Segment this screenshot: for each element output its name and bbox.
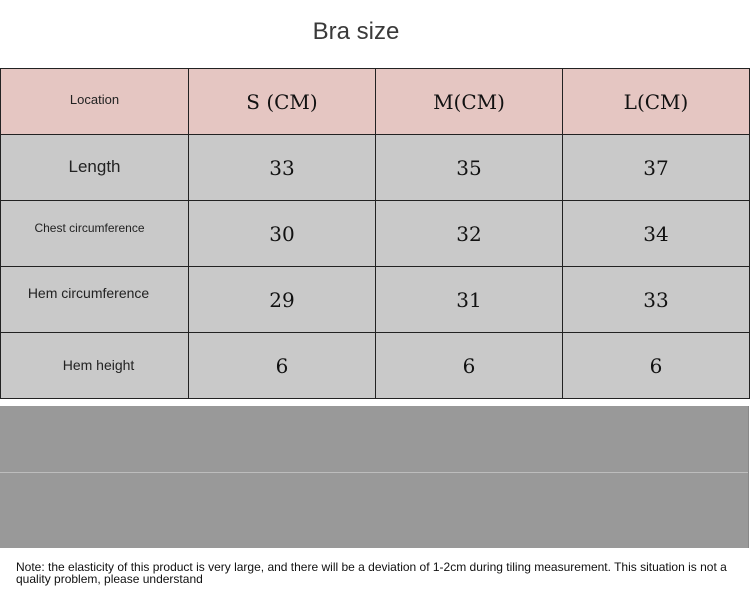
measurement-note: Note: the elasticity of this product is very large, and there will be a deviation of 1-2cm during tiling measurement. This situation is not a quality problem, please understand: [16, 560, 727, 586]
header-location-cell: [1, 69, 189, 135]
row-label-chest-circumference: Chest circumference: [34, 221, 145, 235]
value-length-l: 37: [643, 155, 669, 180]
value-length-s: 33: [269, 155, 295, 180]
row-label-cell: [1, 201, 189, 267]
header-size-l-cell: [563, 69, 750, 135]
grey-filler-block: [0, 406, 749, 548]
value-hem-height-s: 6: [275, 353, 289, 378]
value-chest-m: 32: [456, 221, 482, 246]
row-label-cell: [1, 333, 189, 399]
table-row: [1, 201, 750, 267]
value-chest-l: 34: [643, 221, 669, 246]
table-row: [1, 135, 750, 201]
page-title: Bra size: [312, 18, 400, 45]
value-length-m: 35: [456, 155, 482, 180]
header-size-s-cell: [189, 69, 376, 135]
value-hem-height-l: 6: [649, 353, 663, 378]
row-label-length: Length: [68, 156, 121, 176]
row-label-cell: [1, 135, 189, 201]
value-chest-s: 30: [269, 221, 295, 246]
row-label-hem-height: Hem height: [62, 356, 135, 373]
value-hem-circ-m: 31: [456, 287, 482, 312]
grey-divider: [0, 472, 748, 473]
table-row: [1, 333, 750, 399]
table-header-row: [1, 69, 750, 135]
row-label-hem-circumference: Hem circumference: [27, 285, 150, 301]
table-row: [1, 267, 750, 333]
row-label-cell: [1, 267, 189, 333]
header-size-m: M(CM): [433, 89, 505, 114]
value-hem-circ-l: 33: [643, 287, 669, 312]
header-size-l: L(CM): [623, 89, 689, 114]
value-hem-circ-s: 29: [269, 287, 295, 312]
size-table: [0, 68, 750, 399]
value-hem-height-m: 6: [462, 353, 476, 378]
header-size-m-cell: [376, 69, 563, 135]
header-size-s: S (CM): [246, 89, 318, 114]
header-location-label: Location: [69, 91, 120, 107]
